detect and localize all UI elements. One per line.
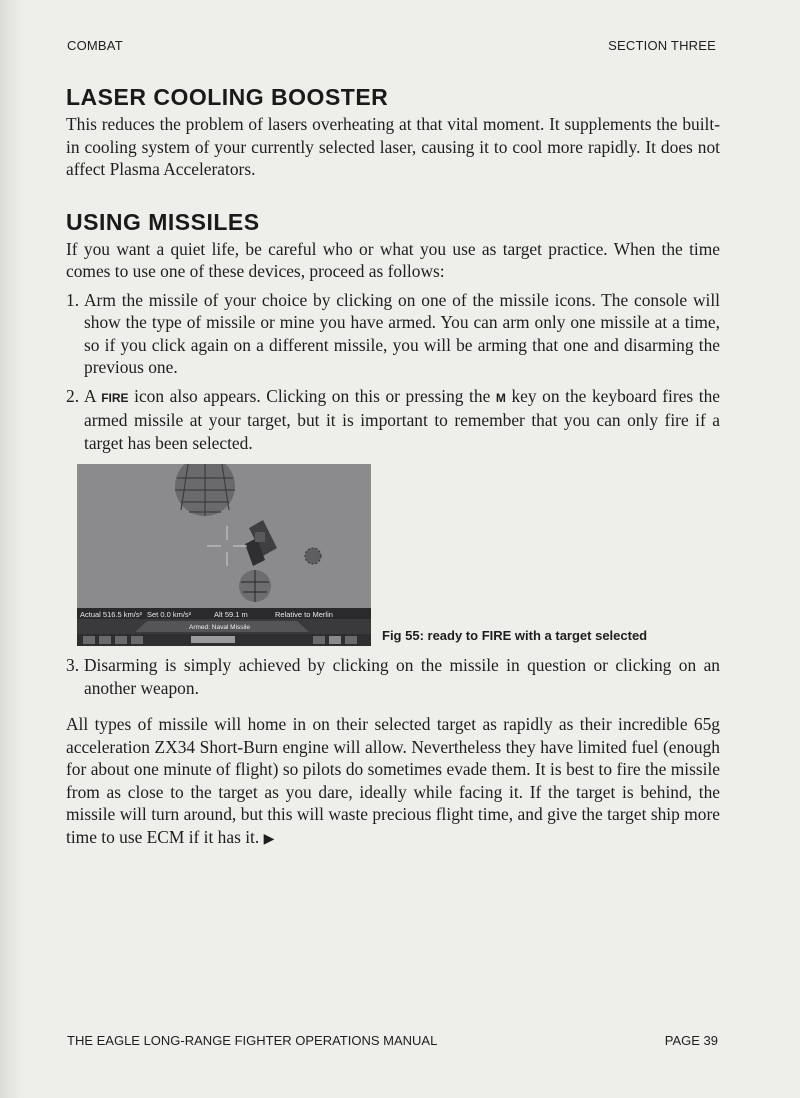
running-header-section: SECTION THREE <box>608 38 716 53</box>
hud-altitude: Alt 59.1 m <box>214 610 248 619</box>
figure-caption: Fig 55: ready to FIRE with a target selected <box>382 628 648 643</box>
list-item-text: Arm the missile of your choice by clicking on one of the missile icons. The console will show the type of missile or mine you have armed. You can arm only one missile at a time, so if you click again on a different missile, you will be arming that one and disarming the previous one. <box>84 289 720 377</box>
list-number: 2. <box>66 385 80 406</box>
game-screenshot <box>77 464 371 646</box>
running-header-chapter: COMBAT <box>67 38 123 53</box>
page-binding-edge <box>0 0 22 1098</box>
distant-station-icon <box>305 548 321 564</box>
hud-button <box>99 636 111 644</box>
fire-keyword: FIRE <box>101 390 129 405</box>
hud-actual-speed: Actual 516.5 km/s² <box>80 610 143 619</box>
screenshot-graphic <box>77 464 371 646</box>
list-item-text-pre: A <box>84 385 102 406</box>
missile-behaviour-paragraph <box>66 713 720 851</box>
list-item-text-post: key on the keyboard fires the armed missile at your target, but it is important to remember that you can only fire if a target has been selected. <box>84 385 720 453</box>
hud-button <box>131 636 143 644</box>
list-number: 1. <box>66 289 80 310</box>
hud-armed-status: Armed: Naval Missile <box>189 624 251 631</box>
list-item-disarm <box>66 654 720 699</box>
missile-icon <box>345 636 357 644</box>
heading-using-missiles: USING MISSILES <box>66 208 260 235</box>
paragraph-text: All types of missile will home in on their selected target as rapidly as their incredible 65g acceleration ZX34 Short-Burn engine will allow. Nevertheless they have limited fuel (enough for about one minute of flight) so pilots do sometimes evade them. It is best to fire the missile from as close to the target as you dare, ideally while facing it. If the target is behind, the missile will turn around, but this will waste precious flight time, and give the target ship more time to use ECM if it has it. <box>66 714 720 847</box>
figure-55 <box>66 464 720 654</box>
m-key-keyword: M <box>495 390 506 405</box>
laser-cooling-paragraph: This reduces the problem of lasers overheating at that vital moment. It supplements the built-in cooling system of your currently selected laser, causing it to cool more rapidly. It does not affect Plasma Accelerators. <box>66 114 720 179</box>
hud-set-speed: Set 0.0 km/s² <box>147 610 192 619</box>
list-item-arm-missile <box>66 289 720 379</box>
page-content <box>66 84 720 851</box>
hud-relative: Relative to Merlin <box>275 610 333 619</box>
list-item-text: Disarming is simply achieved by clicking on the missile in question or clicking on an another weapon. <box>84 655 720 698</box>
list-item-fire <box>66 385 720 455</box>
missiles-intro-paragraph: If you want a quiet life, be careful who or what you use as target practice. When the time comes to use one of these devices, proceed as follows: <box>66 238 720 281</box>
list-item-text-mid: icon also appears. Clicking on this or pressing the <box>128 385 496 406</box>
hud-button <box>115 636 127 644</box>
list-number: 3. <box>66 655 80 675</box>
running-footer-title: THE EAGLE LONG-RANGE FIGHTER OPERATIONS MANUAL <box>67 1033 438 1048</box>
missile-icon <box>313 636 325 644</box>
continue-arrow-icon: ▶ <box>263 831 275 847</box>
heading-laser-cooling-booster: LASER COOLING BOOSTER <box>66 84 389 110</box>
missile-icon <box>329 636 341 644</box>
page-number: PAGE 39 <box>664 1033 718 1048</box>
hud-gauge <box>191 636 235 643</box>
hud-button <box>83 636 95 644</box>
